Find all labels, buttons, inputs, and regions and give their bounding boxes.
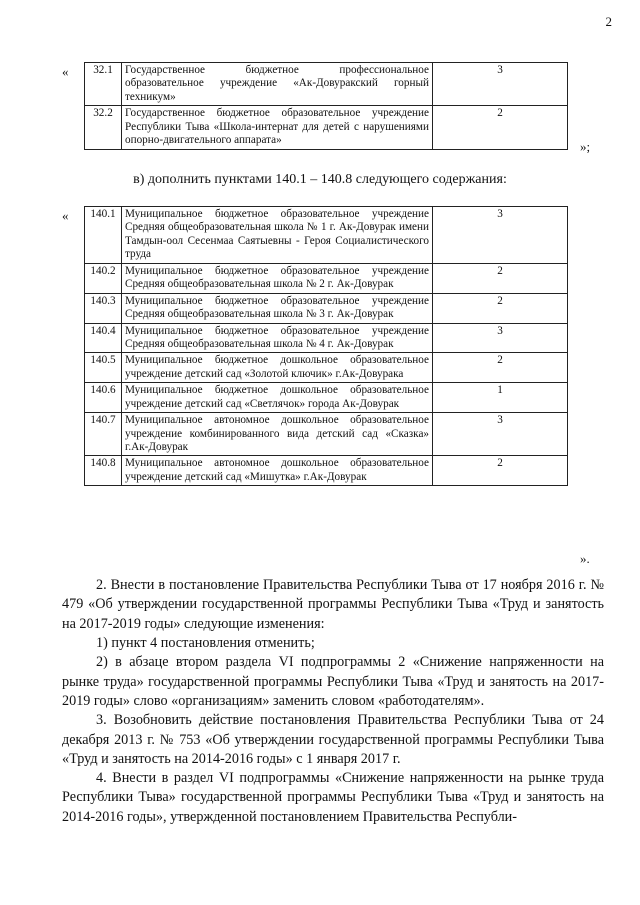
row-number: 140.7 (85, 413, 122, 456)
row-value: 3 (433, 63, 568, 106)
paragraph: 2) в абзаце втором раздела VI подпрограммы 2 «Снижение напряженности на рынке труда» государственной программы Республики Тыва «Труд и занятость на 2017-2019 годы» слово «организациям» заменить словом «работодателям». (62, 654, 604, 709)
table1-close-mark: »; (580, 139, 591, 154)
paragraph: 3. Возобновить действие постановления Правительства Республики Тыва от 24 декабря 2013 г. № 753 «Об утверждении государственной программы Республики Тыва «Труд и занятость на 2014-2016 годы» с 1 января 2017 г. (62, 712, 604, 767)
section-heading: в) дополнить пунктами 140.1 – 140.8 следующего содержания: (133, 172, 507, 187)
table-row (85, 293, 568, 323)
row-number: 140.3 (85, 293, 122, 323)
row-number: 140.8 (85, 456, 122, 486)
row-number: 140.1 (85, 207, 122, 264)
institution-name: Муниципальное бюджетное образовательное учреждение Средняя общеобразовательная школа № 4 г. Ак-Довурак (122, 323, 433, 353)
row-value: 1 (433, 383, 568, 413)
row-value: 2 (433, 293, 568, 323)
table-row (85, 383, 568, 413)
table-row (85, 456, 568, 486)
table-row (85, 413, 568, 456)
table1-open-quote: « (62, 64, 69, 79)
institution-name: Муниципальное автономное дошкольное образовательное учреждение детский сад «Мишутка» г.Ак-Довурак (122, 456, 433, 486)
table-row (85, 263, 568, 293)
row-value: 3 (433, 207, 568, 264)
row-value: 3 (433, 323, 568, 353)
institution-name: Муниципальное бюджетное дошкольное образовательное учреждение детский сад «Светлячок» города Ак-Довурак (122, 383, 433, 413)
institution-name: Муниципальное автономное дошкольное образовательное учреждение комбинированного вида детский сад «Сказка» г.Ак-Довурак (122, 413, 433, 456)
row-number: 32.2 (85, 106, 122, 149)
institution-name: Муниципальное бюджетное образовательное учреждение Средняя общеобразовательная школа № 2 г. Ак-Довурак (122, 263, 433, 293)
table-1 (84, 62, 568, 150)
row-value: 2 (433, 456, 568, 486)
body-text (62, 576, 604, 827)
page-number: 2 (605, 14, 612, 29)
paragraph: 4. Внести в раздел VI подпрограммы «Снижение напряженности на рынке труда Республики Тыва» государственной программы Республики Тыва «Труд и занятость на 2014-2016 годы», утвержденной постановлением Правительства Республи- (62, 770, 604, 825)
institution-name: Муниципальное бюджетное дошкольное образовательное учреждение детский сад «Золотой ключик» г.Ак-Довурака (122, 353, 433, 383)
row-number: 140.4 (85, 323, 122, 353)
row-value: 2 (433, 106, 568, 149)
institution-name: Государственное бюджетное образовательное учреждение Республики Тыва «Школа-интернат для детей с нарушениями опорно-двигательного аппарата» (122, 106, 433, 149)
table-row (85, 63, 568, 106)
institution-name: Муниципальное бюджетное образовательное учреждение Средняя общеобразовательная школа № 3 г. Ак-Довурак (122, 293, 433, 323)
institution-name: Муниципальное бюджетное образовательное учреждение Средняя общеобразовательная школа № 1 г. Ак-Довурак имени Тамдын-оол Сесенмаа Саятыевны - Героя Социалистического труда (122, 207, 433, 264)
table2-close-mark: ». (580, 551, 590, 566)
row-number: 140.2 (85, 263, 122, 293)
table2-open-quote: « (62, 208, 69, 223)
row-number: 32.1 (85, 63, 122, 106)
row-number: 140.5 (85, 353, 122, 383)
paragraph: 1) пункт 4 постановления отменить; (96, 634, 315, 651)
table-row (85, 353, 568, 383)
table-row (85, 323, 568, 353)
institution-name: Государственное бюджетное профессиональное образовательное учреждение «Ак-Довуракский горный техникум» (122, 63, 433, 106)
row-value: 2 (433, 263, 568, 293)
row-value: 3 (433, 413, 568, 456)
table-row (85, 106, 568, 149)
table-2 (84, 206, 568, 486)
row-value: 2 (433, 353, 568, 383)
row-number: 140.6 (85, 383, 122, 413)
table-row (85, 207, 568, 264)
paragraph: 2. Внести в постановление Правительства Республики Тыва от 17 ноября 2016 г. № 479 «Об утверждении государственной программы Республики Тыва «Труд и занятость на 2017-2019 годы» следующие изменения: (62, 577, 604, 632)
